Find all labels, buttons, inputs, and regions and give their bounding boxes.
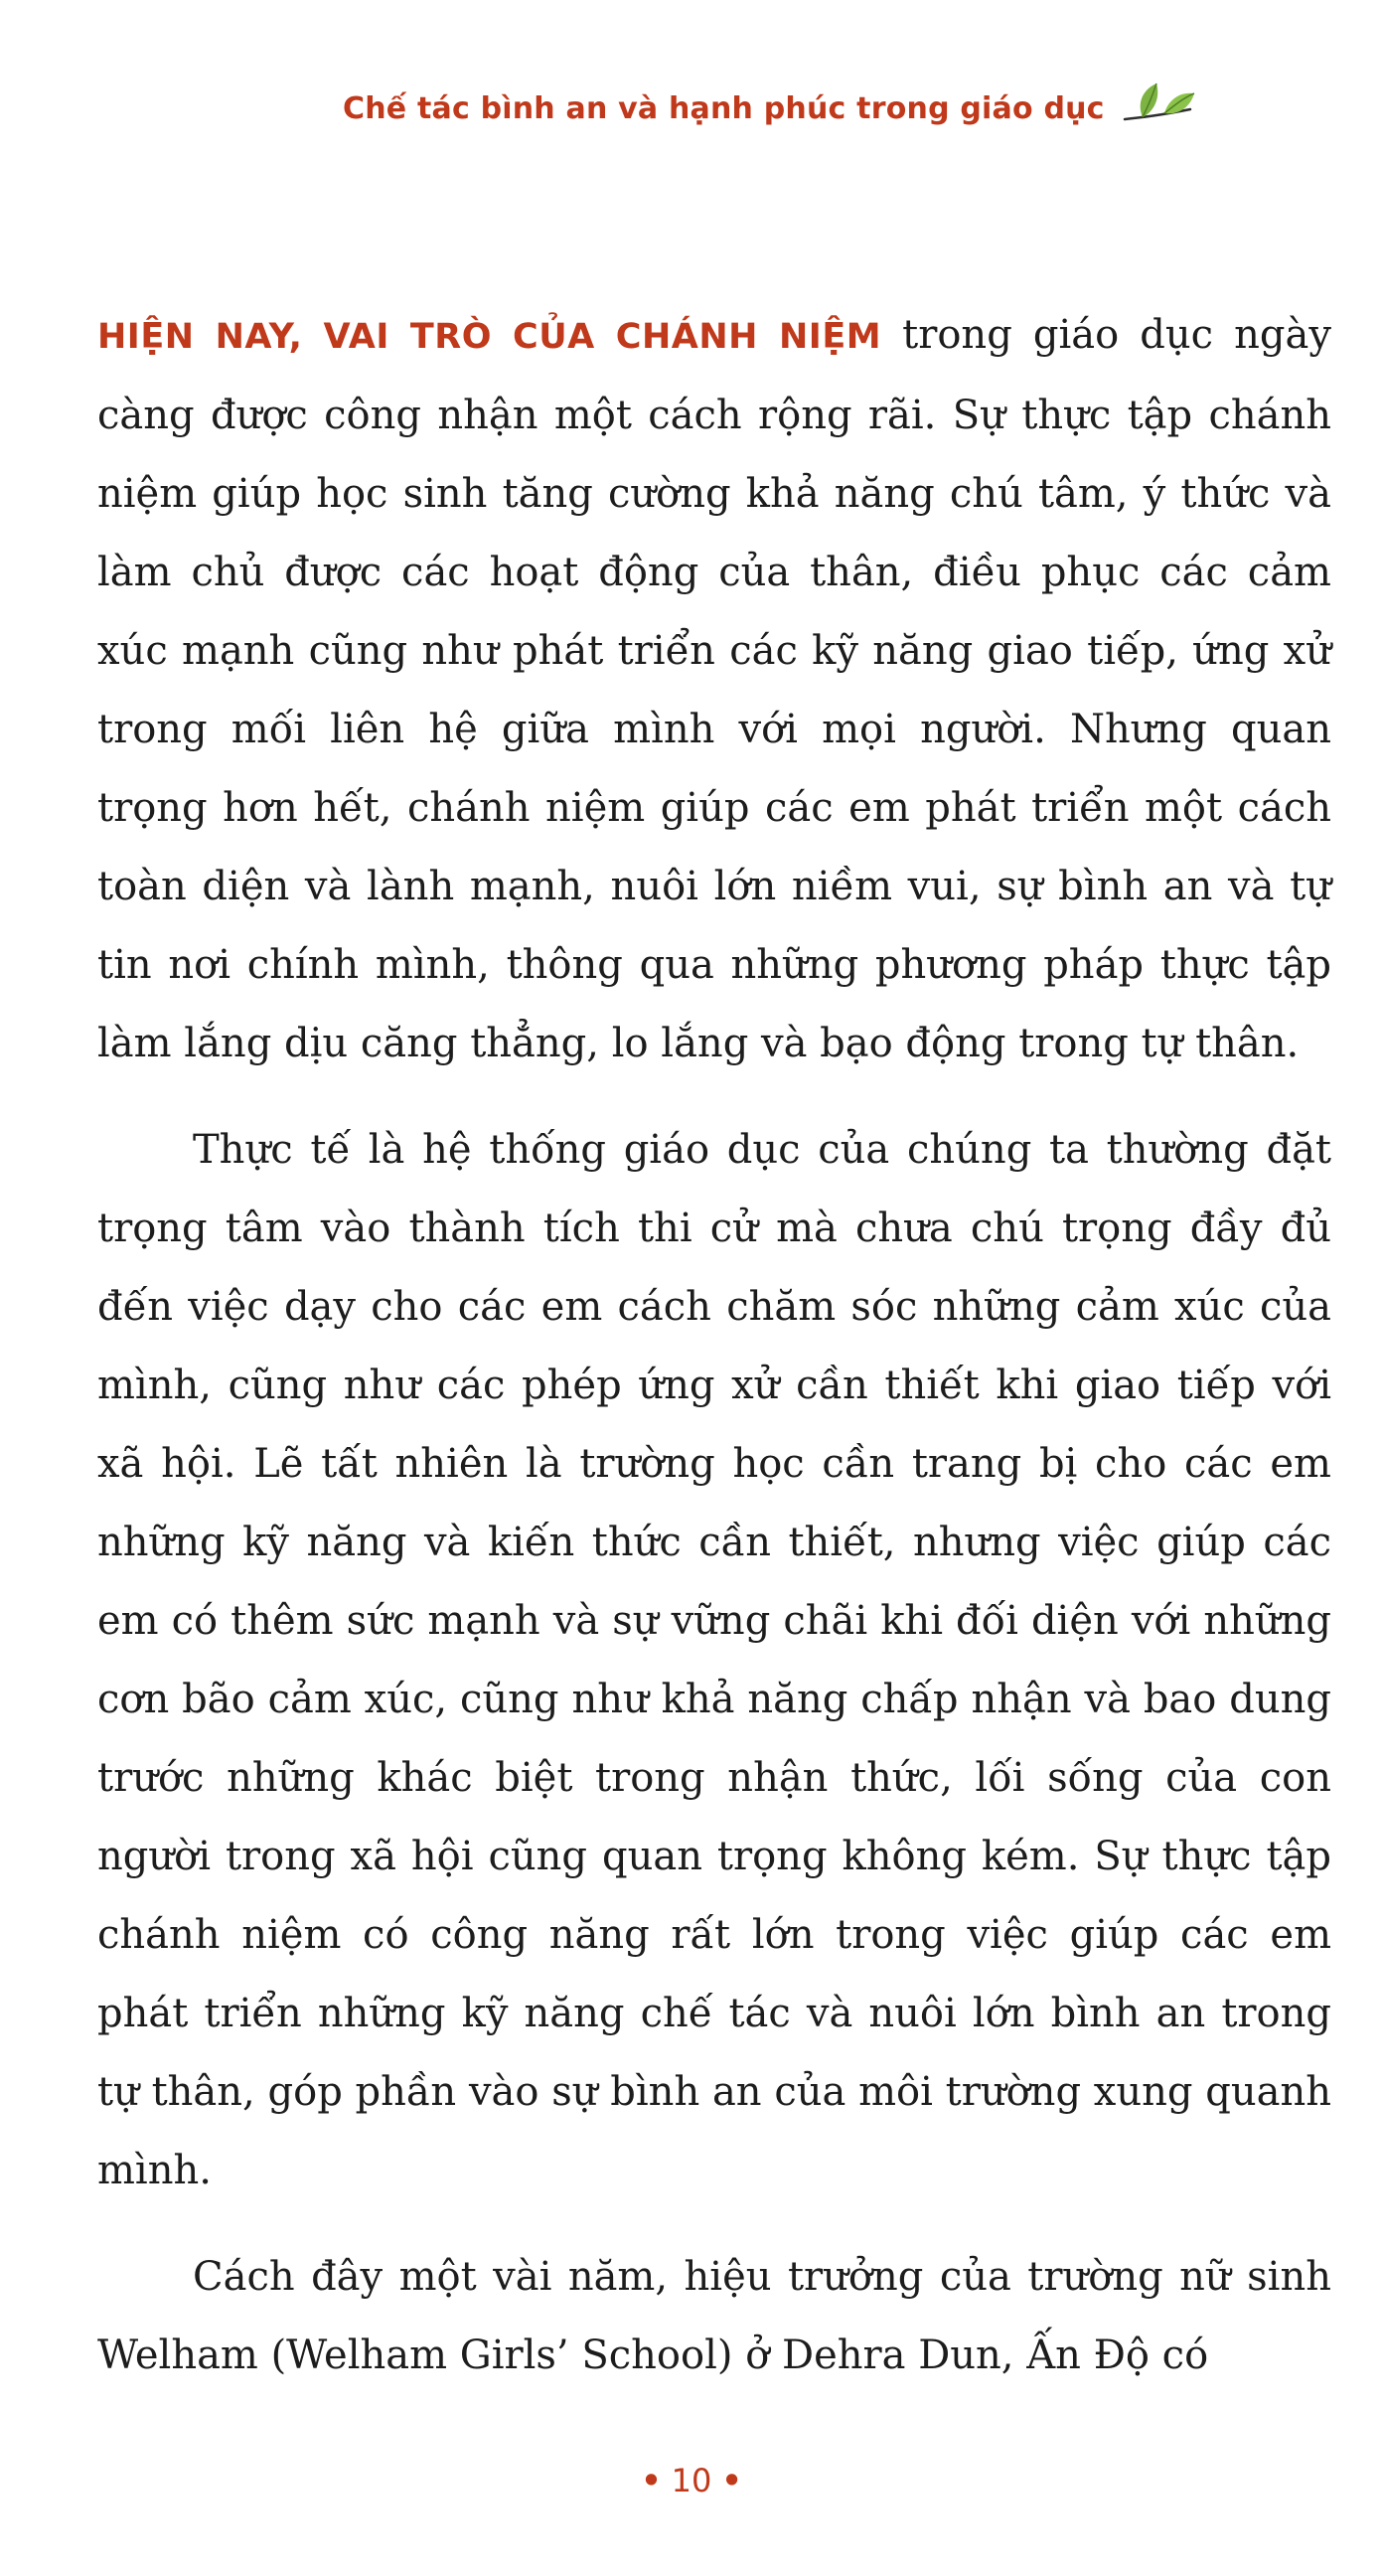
running-title: Chế tác bình an và hạnh phúc trong giáo dục bbox=[343, 91, 1105, 126]
page-number-bullet-left: • bbox=[641, 2462, 662, 2499]
page-number-value: 10 bbox=[671, 2462, 712, 2499]
paragraph-1 bbox=[97, 296, 1331, 1083]
running-header bbox=[0, 87, 1383, 137]
paragraph-3: Cách đây một vài năm, hiệu trưởng của trường nữ sinh Welham (Welham Girls’ School) ở Dehra Dun, Ấn Độ có bbox=[97, 2254, 1331, 2378]
page-number-bullet-right: • bbox=[721, 2462, 742, 2499]
page-number bbox=[0, 2462, 1383, 2499]
body-text bbox=[97, 296, 1331, 2395]
paragraph-2: Thực tế là hệ thống giáo dục của chúng ta thường đặt trọng tâm vào thành tích thi cử mà chưa chú trọng đầy đủ đến việc dạy cho các em cách chăm sóc những cảm xúc của mình, cũng như các phép ứng xử cần thiết khi giao tiếp với xã hội. Lẽ tất nhiên là trường học cần trang bị cho các em những kỹ năng và kiến thức cần thiết, nhưng việc giúp các em có thêm sức mạnh và sự vững chãi khi đối diện với những cơn bão cảm xúc, cũng như khả năng chấp nhận và bao dung trước những khác biệt trong nhận thức, lối sống của con người trong xã hội cũng quan trọng không kém. Sự thực tập chánh niệm có công năng rất lớn trong việc giúp các em phát triển những kỹ năng chế tác và nuôi lớn bình an trong tự thân, góp phần vào sự bình an của môi trường xung quanh mình. bbox=[97, 1127, 1331, 2193]
paragraph-1-text: trong giáo dục ngày càng được công nhận một cách rộng rãi. Sự thực tập chánh niệm giúp học sinh tăng cường khả năng chú tâm, ý thức và làm chủ được các hoạt động của thân, điều phục các cảm xúc mạnh cũng như phát triển các kỹ năng giao tiếp, ứng xử trong mối liên hệ giữa mình với mọi người. Nhưng quan trọng hơn hết, chánh niệm giúp các em phát triển một cách toàn diện và lành mạnh, nuôi lớn niềm vui, sự bình an và tự tin nơi chính mình, thông qua những phương pháp thực tập làm lắng dịu căng thẳng, lo lắng và bạo động trong tự thân. bbox=[97, 312, 1331, 1066]
paragraph-lead-in: HIỆN NAY, VAI TRÒ CỦA CHÁNH NIỆM bbox=[97, 317, 882, 357]
leaf-sprig-icon bbox=[1121, 80, 1196, 131]
